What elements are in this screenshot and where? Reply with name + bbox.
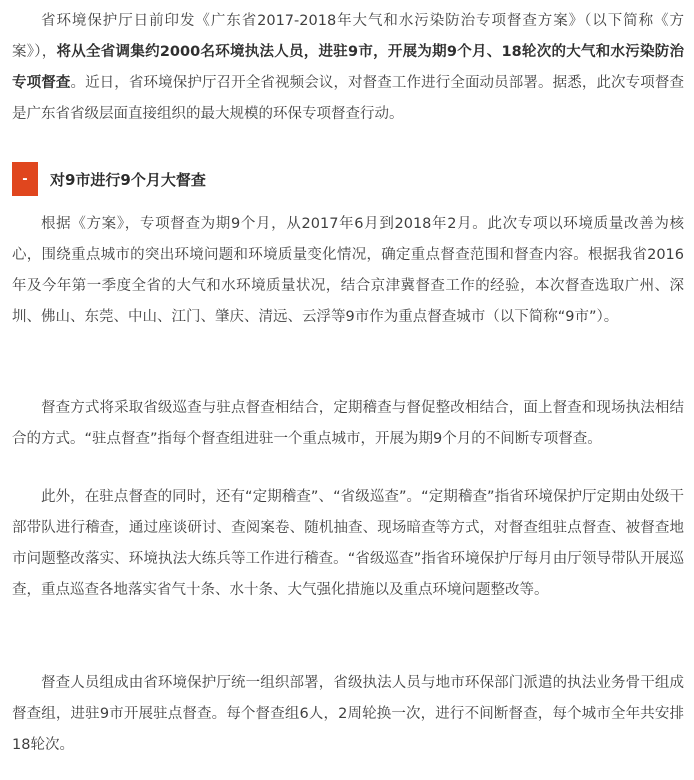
intro-lead: 省环境保护厅日前印发《广东省2017-2018年大气和水污染防治专项督查方案》（以下简称《方案》），	[12, 13, 684, 60]
intro-highlight: 将从全省调集约2000名环境执法人员，进驻9市，开展为期9个月、18轮次的大气和水污染防治专项督查	[12, 44, 684, 91]
body-paragraph-scope: 根据《方案》，专项督查为期9个月，从2017年6月到2018年2月。此次专项以环境质量改善为核心，围绕重点城市的突出环境问题和环境质量变化情况，确定重点督查范围和督查内容。根据我省2016年及今年第一季度全省的大气和水环境质量状况，结合京津冀督查工作的经验，本次督查选取广州、深圳、佛山、东莞、中山、江门、肇庆、清远、云浮等9市作为重点督查城市（以下简称“9市”）。	[12, 216, 684, 325]
section-title: 对9市进行9个月大督查	[50, 170, 206, 189]
body-paragraph-inspection: 此外，在驻点督查的同时，还有“定期稽查”、“省级巡查”。“定期稽查”指省环境保护厅定期由处级干部带队进行稽查，通过座谈研讨、查阅案卷、随机抽查、现场暗查等方式，对督查组驻点督查、被督查地市问题整改落实、环境执法大练兵等工作进行稽查。“省级巡查”指省环境保护厅每月由厅领导带队开展巡查，重点巡查各地落实省气十条、水十条、大气强化措施以及重点环境问题整改等。	[12, 489, 684, 598]
body-paragraph-staffing: 督查人员组成由省环境保护厅统一组织部署，省级执法人员与地市环保部门派遣的执法业务骨干组成督查组，进驻9市开展驻点督查。每个督查组6人，2周轮换一次，进行不间断督查，每个城市全年共安排18轮次。	[12, 675, 684, 753]
intro-tail: 。近日，省环境保护厅召开全省视频会议，对督查工作进行全面动员部署。据悉，此次专项督查是广东省省级层面直接组织的最大规模的环保专项督查行动。	[12, 75, 685, 122]
section-marker-icon	[12, 162, 38, 196]
section-heading	[12, 162, 684, 196]
intro-paragraph	[12, 6, 684, 130]
section-marker-glyph: -	[22, 171, 28, 187]
body-paragraph-method: 督查方式将采取省级巡查与驻点督查相结合，定期稽查与督促整改相结合，面上督查和现场执法相结合的方式。“驻点督查”指每个督查组进驻一个重点城市，开展为期9个月的不间断专项督查。	[12, 400, 684, 447]
